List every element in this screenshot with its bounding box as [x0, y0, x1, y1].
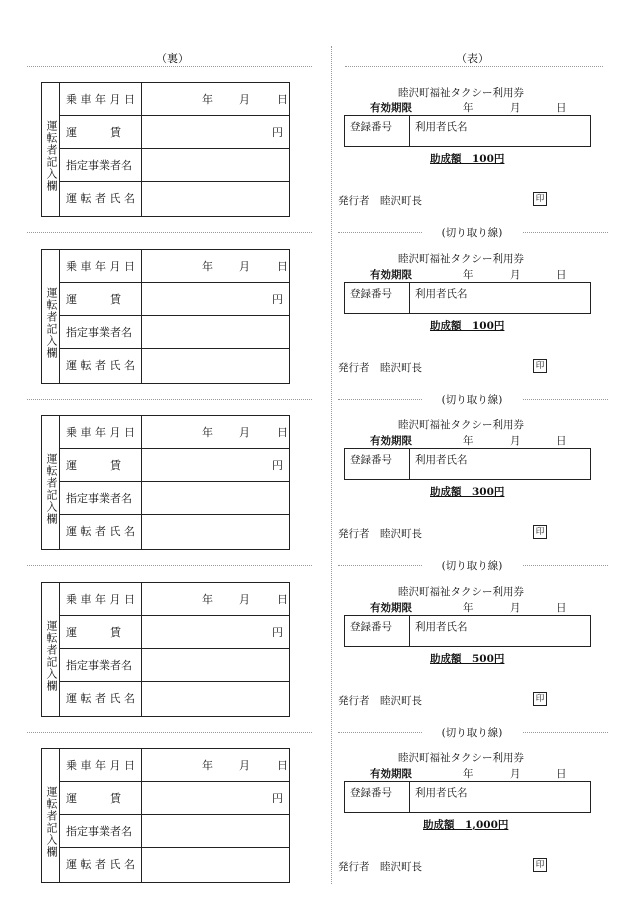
driver-row — [60, 848, 289, 882]
seal-icon: 印 — [533, 525, 547, 539]
seal-icon: 印 — [533, 858, 547, 872]
ticket-title: 睦沢町福祉タクシー利用券 — [398, 252, 524, 265]
fare-field[interactable] — [142, 283, 289, 315]
cut-divider-back — [27, 565, 312, 566]
driver-entry-label: 運転者記入欄 — [45, 786, 58, 858]
fare-label: 運 賃 — [60, 782, 142, 814]
fare-field[interactable] — [142, 782, 289, 814]
yen-unit: 円 — [272, 292, 283, 306]
fare-field[interactable] — [142, 449, 289, 481]
issuer: 発行者 睦沢町長 — [338, 694, 422, 707]
ride-date-label: 乗 車 年 月 日 — [60, 416, 142, 448]
cut-line-label: (切り取り線) — [422, 558, 522, 573]
day-unit: 日 — [277, 259, 288, 273]
valid-month-unit: 月 — [510, 435, 521, 447]
ride-date-field[interactable] — [142, 583, 289, 615]
back-form — [41, 582, 290, 717]
valid-month-unit: 月 — [510, 601, 521, 614]
cut-line-label: (切り取り線) — [422, 225, 522, 240]
valid-year-unit: 年 — [463, 601, 474, 614]
issuer: 発行者 睦沢町長 — [338, 528, 422, 540]
driver-entry-column — [42, 416, 60, 549]
operator-row — [60, 482, 289, 515]
yen-unit: 円 — [272, 625, 283, 639]
back-form — [41, 748, 290, 883]
operator-row — [60, 649, 289, 682]
back-side-header: （裏） — [156, 52, 189, 65]
back-form — [41, 415, 290, 550]
valid-period-label: 有効期限 — [370, 768, 412, 780]
cut-line-label: (切り取り線) — [422, 725, 522, 740]
operator-label: 指定事業者名 — [60, 482, 142, 514]
operator-label: 指定事業者名 — [60, 149, 142, 181]
issuer: 発行者 睦沢町長 — [338, 361, 422, 374]
ride-date-row — [60, 250, 289, 283]
operator-label: 指定事業者名 — [60, 316, 142, 348]
month-unit: 月 — [239, 426, 250, 439]
month-unit: 月 — [239, 592, 250, 606]
driver-entry-column — [42, 749, 60, 882]
operator-field[interactable] — [142, 649, 289, 681]
yen-unit: 円 — [272, 126, 283, 139]
reg-no-label: 登録番号 — [345, 283, 410, 313]
driver-row — [60, 182, 289, 216]
driver-label: 運 転 者 氏 名 — [60, 182, 142, 216]
ride-date-label: 乗 車 年 月 日 — [60, 583, 142, 615]
year-unit: 年 — [202, 259, 213, 273]
valid-period-label: 有効期限 — [370, 102, 412, 114]
driver-row — [60, 682, 289, 716]
day-unit: 日 — [277, 592, 288, 606]
fare-row — [60, 116, 289, 149]
ride-date-field[interactable] — [142, 749, 289, 781]
valid-period-label: 有効期限 — [370, 601, 412, 614]
driver-entry-label: 運転者記入欄 — [45, 120, 58, 192]
reg-no-label: 登録番号 — [345, 782, 410, 812]
ride-date-field[interactable] — [142, 250, 289, 282]
registration-box — [344, 615, 591, 647]
ticket-title: 睦沢町福祉タクシー利用券 — [398, 419, 524, 431]
month-unit: 月 — [239, 93, 250, 106]
back-form — [41, 249, 290, 384]
month-unit: 月 — [239, 759, 250, 772]
user-name-label: 利用者氏名 — [415, 454, 468, 466]
user-name-label: 利用者氏名 — [415, 620, 468, 633]
subsidy-amount: 助成額 100円 — [430, 319, 505, 332]
operator-field[interactable] — [142, 316, 289, 348]
operator-label: 指定事業者名 — [60, 815, 142, 847]
driver-entry-column — [42, 250, 60, 383]
valid-month-unit: 月 — [510, 268, 521, 281]
year-unit: 年 — [202, 592, 213, 606]
front-side-header: （表） — [456, 52, 489, 65]
operator-row — [60, 815, 289, 848]
ride-date-field[interactable] — [142, 83, 289, 115]
seal-icon: 印 — [533, 192, 547, 206]
driver-field[interactable] — [142, 848, 289, 882]
subsidy-amount: 助成額 100円 — [430, 153, 505, 165]
cut-line-label: (切り取り線) — [422, 392, 522, 407]
fare-label: 運 賃 — [60, 116, 142, 148]
driver-label: 運 転 者 氏 名 — [60, 349, 142, 383]
driver-field[interactable] — [142, 682, 289, 716]
valid-day-unit: 日 — [556, 102, 567, 114]
operator-field[interactable] — [142, 482, 289, 514]
seal-icon: 印 — [533, 359, 547, 373]
ticket-title: 睦沢町福祉タクシー利用券 — [398, 752, 524, 764]
operator-field[interactable] — [142, 149, 289, 181]
driver-entry-label: 運転者記入欄 — [45, 619, 58, 692]
back-form — [41, 82, 290, 217]
fare-row — [60, 782, 289, 815]
registration-box — [344, 781, 591, 813]
valid-year-unit: 年 — [463, 768, 474, 780]
driver-entry-label: 運転者記入欄 — [45, 286, 58, 359]
fare-field[interactable] — [142, 616, 289, 648]
year-unit: 年 — [202, 426, 213, 439]
reg-no-label: 登録番号 — [345, 616, 410, 646]
subsidy-amount: 助成額 1,000円 — [423, 819, 509, 831]
issuer: 発行者 睦沢町長 — [338, 861, 422, 873]
ride-date-label: 乗 車 年 月 日 — [60, 250, 142, 282]
ticket-title: 睦沢町福祉タクシー利用券 — [398, 585, 524, 598]
ride-date-row — [60, 83, 289, 116]
registration-box — [344, 115, 591, 147]
fare-label: 運 賃 — [60, 283, 142, 315]
yen-unit: 円 — [272, 459, 283, 472]
user-name-label: 利用者氏名 — [415, 287, 468, 300]
registration-box — [344, 448, 591, 480]
driver-field[interactable] — [142, 349, 289, 383]
operator-field[interactable] — [142, 815, 289, 847]
fare-row — [60, 616, 289, 649]
valid-year-unit: 年 — [463, 268, 474, 281]
operator-row — [60, 149, 289, 182]
driver-label: 運 転 者 氏 名 — [60, 515, 142, 549]
fare-row — [60, 449, 289, 482]
operator-label: 指定事業者名 — [60, 649, 142, 681]
fare-row — [60, 283, 289, 316]
driver-row — [60, 515, 289, 549]
reg-no-label: 登録番号 — [345, 449, 410, 479]
subsidy-amount: 助成額 500円 — [430, 652, 505, 665]
issuer: 発行者 睦沢町長 — [338, 195, 422, 207]
fare-label: 運 賃 — [60, 449, 142, 481]
driver-entry-label: 運転者記入欄 — [45, 453, 58, 525]
top-divider-back — [27, 66, 312, 67]
cut-divider-back — [27, 399, 312, 400]
driver-field[interactable] — [142, 182, 289, 216]
valid-period-label: 有効期限 — [370, 435, 412, 447]
day-unit: 日 — [277, 759, 288, 772]
ride-date-row — [60, 749, 289, 782]
user-name-label: 利用者氏名 — [415, 787, 468, 799]
seal-icon: 印 — [533, 692, 547, 706]
valid-year-unit: 年 — [463, 435, 474, 447]
valid-day-unit: 日 — [556, 601, 567, 614]
ride-date-label: 乗 車 年 月 日 — [60, 749, 142, 781]
ticket-title: 睦沢町福祉タクシー利用券 — [398, 87, 524, 99]
driver-label: 運 転 者 氏 名 — [60, 848, 142, 882]
day-unit: 日 — [277, 426, 288, 439]
fare-field[interactable] — [142, 116, 289, 148]
ride-date-row — [60, 416, 289, 449]
valid-day-unit: 日 — [556, 768, 567, 780]
vertical-divider — [331, 46, 332, 884]
valid-month-unit: 月 — [510, 768, 521, 780]
driver-row — [60, 349, 289, 383]
ride-date-label: 乗 車 年 月 日 — [60, 83, 142, 115]
valid-day-unit: 日 — [556, 268, 567, 281]
ride-date-field[interactable] — [142, 416, 289, 448]
valid-month-unit: 月 — [510, 102, 521, 114]
driver-field[interactable] — [142, 515, 289, 549]
valid-period-label: 有効期限 — [370, 268, 412, 281]
registration-box — [344, 282, 591, 314]
day-unit: 日 — [277, 93, 288, 106]
reg-no-label: 登録番号 — [345, 116, 410, 146]
user-name-label: 利用者氏名 — [415, 121, 468, 133]
top-divider-front — [345, 66, 603, 67]
cut-divider-back — [27, 232, 312, 233]
ride-date-row — [60, 583, 289, 616]
cut-divider-back — [27, 732, 312, 733]
driver-entry-column — [42, 583, 60, 716]
year-unit: 年 — [202, 759, 213, 772]
operator-row — [60, 316, 289, 349]
driver-entry-column — [42, 83, 60, 216]
valid-year-unit: 年 — [463, 102, 474, 114]
valid-day-unit: 日 — [556, 435, 567, 447]
year-unit: 年 — [202, 93, 213, 106]
driver-label: 運 転 者 氏 名 — [60, 682, 142, 716]
subsidy-amount: 助成額 300円 — [430, 486, 505, 498]
month-unit: 月 — [239, 259, 250, 273]
yen-unit: 円 — [272, 792, 283, 805]
fare-label: 運 賃 — [60, 616, 142, 648]
